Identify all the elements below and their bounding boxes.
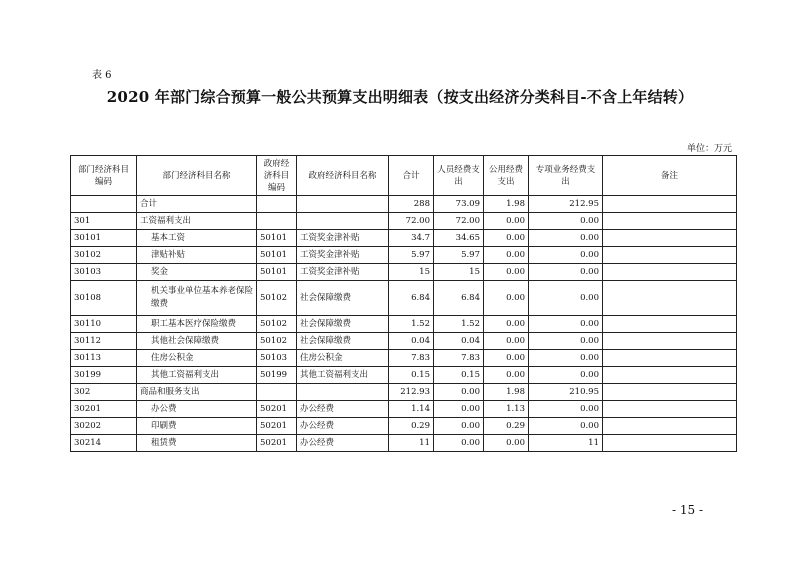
dept-name-cell: 机关事业单位基本养老保险缴费 — [137, 281, 257, 316]
table-row — [71, 247, 737, 264]
dept-name-cell: 住房公积金 — [137, 350, 257, 367]
gov-name-cell: 工资奖金津补贴 — [297, 247, 389, 264]
special-cell: 210.95 — [529, 384, 603, 401]
total-cell: 0.04 — [389, 333, 434, 350]
gov-name-cell — [297, 384, 389, 401]
special-cell: 0.00 — [529, 316, 603, 333]
gov-code-cell: 50103 — [257, 350, 297, 367]
total-cell: 5.97 — [389, 247, 434, 264]
table-row — [71, 213, 737, 230]
public-cell: 0.00 — [484, 264, 529, 281]
table-row — [71, 333, 737, 350]
remarks-cell — [603, 333, 737, 350]
remarks-cell — [603, 196, 737, 213]
dept-code-cell: 30201 — [71, 401, 137, 418]
expenditure-detail-table — [70, 155, 737, 452]
gov-code-cell: 50201 — [257, 418, 297, 435]
unit-label: 单位：万元 — [686, 144, 732, 154]
personnel-cell: 5.97 — [434, 247, 484, 264]
table-row — [71, 264, 737, 281]
remarks-cell — [603, 316, 737, 333]
remarks-cell — [603, 350, 737, 367]
gov-name-cell: 社会保障缴费 — [297, 316, 389, 333]
dept-name-cell: 其他社会保障缴费 — [137, 333, 257, 350]
total-cell: 72.00 — [389, 213, 434, 230]
remarks-cell — [603, 384, 737, 401]
dept-name-cell: 其他工资福利支出 — [137, 367, 257, 384]
gov-name-cell: 办公经费 — [297, 435, 389, 452]
dept-code-cell: 302 — [71, 384, 137, 401]
special-cell: 0.00 — [529, 401, 603, 418]
header-dept-code: 部门经济科目编码 — [71, 156, 137, 196]
dept-code-cell: 30101 — [71, 230, 137, 247]
gov-code-cell: 50101 — [257, 247, 297, 264]
dept-code-cell: 30112 — [71, 333, 137, 350]
total-cell: 288 — [389, 196, 434, 213]
total-cell: 0.29 — [389, 418, 434, 435]
header-gov-name: 政府经济科目名称 — [297, 156, 389, 196]
remarks-cell — [603, 281, 737, 316]
personnel-cell: 0.00 — [434, 384, 484, 401]
gov-name-cell: 办公经费 — [297, 418, 389, 435]
document-title: 2020 年部门综合预算一般公共预算支出明细表（按支出经济分类科目-不含上年结转） — [106, 88, 694, 106]
remarks-cell — [603, 247, 737, 264]
table-header-row — [71, 156, 737, 196]
gov-name-cell: 其他工资福利支出 — [297, 367, 389, 384]
table-row — [71, 401, 737, 418]
personnel-cell: 1.52 — [434, 316, 484, 333]
public-cell: 1.13 — [484, 401, 529, 418]
personnel-cell: 6.84 — [434, 281, 484, 316]
personnel-cell: 34.65 — [434, 230, 484, 247]
public-cell: 0.00 — [484, 333, 529, 350]
table-row — [71, 367, 737, 384]
dept-code-cell: 30113 — [71, 350, 137, 367]
header-remarks: 备注 — [603, 156, 737, 196]
gov-code-cell — [257, 213, 297, 230]
table-label: 表 6 — [92, 70, 112, 81]
page-number: - 15 - — [672, 503, 704, 517]
special-cell: 0.00 — [529, 333, 603, 350]
remarks-cell — [603, 230, 737, 247]
total-cell: 212.93 — [389, 384, 434, 401]
dept-code-cell: 30214 — [71, 435, 137, 452]
table-row — [71, 418, 737, 435]
special-cell: 0.00 — [529, 350, 603, 367]
gov-code-cell: 50201 — [257, 435, 297, 452]
header-gov-code: 政府经济科目编码 — [257, 156, 297, 196]
special-cell: 0.00 — [529, 418, 603, 435]
gov-code-cell: 50199 — [257, 367, 297, 384]
personnel-cell: 0.15 — [434, 367, 484, 384]
personnel-cell: 0.00 — [434, 401, 484, 418]
gov-name-cell: 工资奖金津补贴 — [297, 264, 389, 281]
gov-code-cell — [257, 196, 297, 213]
dept-code-cell: 30108 — [71, 281, 137, 316]
gov-name-cell: 办公经费 — [297, 401, 389, 418]
gov-code-cell: 50102 — [257, 281, 297, 316]
dept-code-cell: 30102 — [71, 247, 137, 264]
personnel-cell: 72.00 — [434, 213, 484, 230]
special-cell: 0.00 — [529, 230, 603, 247]
header-dept-name: 部门经济科目名称 — [137, 156, 257, 196]
dept-name-cell: 奖金 — [137, 264, 257, 281]
special-cell: 0.00 — [529, 213, 603, 230]
public-cell: 0.00 — [484, 350, 529, 367]
public-cell: 0.00 — [484, 247, 529, 264]
total-cell: 1.14 — [389, 401, 434, 418]
public-cell: 0.00 — [484, 281, 529, 316]
gov-code-cell: 50101 — [257, 264, 297, 281]
dept-name-cell: 印刷费 — [137, 418, 257, 435]
special-cell: 0.00 — [529, 247, 603, 264]
dept-name-cell: 工资福利支出 — [137, 213, 257, 230]
special-cell: 0.00 — [529, 281, 603, 316]
personnel-cell: 0.00 — [434, 418, 484, 435]
remarks-cell — [603, 264, 737, 281]
dept-code-cell: 30110 — [71, 316, 137, 333]
gov-name-cell: 社会保障缴费 — [297, 281, 389, 316]
dept-code-cell: 30199 — [71, 367, 137, 384]
gov-code-cell: 50101 — [257, 230, 297, 247]
special-cell: 11 — [529, 435, 603, 452]
gov-name-cell — [297, 213, 389, 230]
gov-code-cell: 50201 — [257, 401, 297, 418]
dept-name-cell: 职工基本医疗保险缴费 — [137, 316, 257, 333]
dept-name-cell: 办公费 — [137, 401, 257, 418]
total-cell: 1.52 — [389, 316, 434, 333]
table-row — [71, 196, 737, 213]
remarks-cell — [603, 213, 737, 230]
header-personnel: 人员经费支出 — [434, 156, 484, 196]
remarks-cell — [603, 367, 737, 384]
table-row — [71, 350, 737, 367]
dept-name-cell: 合计 — [137, 196, 257, 213]
special-cell: 0.00 — [529, 264, 603, 281]
personnel-cell: 7.83 — [434, 350, 484, 367]
header-public: 公用经费支出 — [484, 156, 529, 196]
total-cell: 15 — [389, 264, 434, 281]
remarks-cell — [603, 435, 737, 452]
dept-code-cell: 30202 — [71, 418, 137, 435]
dept-code-cell: 301 — [71, 213, 137, 230]
dept-name-cell: 基本工资 — [137, 230, 257, 247]
total-cell: 34.7 — [389, 230, 434, 247]
dept-code-cell: 30103 — [71, 264, 137, 281]
table-row — [71, 281, 737, 316]
public-cell: 0.00 — [484, 435, 529, 452]
total-cell: 11 — [389, 435, 434, 452]
gov-code-cell: 50102 — [257, 316, 297, 333]
gov-name-cell — [297, 196, 389, 213]
gov-code-cell: 50102 — [257, 333, 297, 350]
public-cell: 0.00 — [484, 367, 529, 384]
table-row — [71, 316, 737, 333]
public-cell: 0.00 — [484, 230, 529, 247]
public-cell: 1.98 — [484, 384, 529, 401]
dept-code-cell — [71, 196, 137, 213]
header-special: 专项业务经费支出 — [529, 156, 603, 196]
table-row — [71, 435, 737, 452]
gov-name-cell: 社会保障缴费 — [297, 333, 389, 350]
special-cell: 0.00 — [529, 367, 603, 384]
personnel-cell: 73.09 — [434, 196, 484, 213]
personnel-cell: 0.00 — [434, 435, 484, 452]
dept-name-cell: 商品和服务支出 — [137, 384, 257, 401]
personnel-cell: 0.04 — [434, 333, 484, 350]
public-cell: 1.98 — [484, 196, 529, 213]
personnel-cell: 15 — [434, 264, 484, 281]
dept-name-cell: 津贴补贴 — [137, 247, 257, 264]
table-row — [71, 230, 737, 247]
table-row — [71, 384, 737, 401]
gov-name-cell: 工资奖金津补贴 — [297, 230, 389, 247]
public-cell: 0.29 — [484, 418, 529, 435]
special-cell: 212.95 — [529, 196, 603, 213]
total-cell: 0.15 — [389, 367, 434, 384]
remarks-cell — [603, 418, 737, 435]
dept-name-cell: 租赁费 — [137, 435, 257, 452]
public-cell: 0.00 — [484, 213, 529, 230]
total-cell: 7.83 — [389, 350, 434, 367]
public-cell: 0.00 — [484, 316, 529, 333]
total-cell: 6.84 — [389, 281, 434, 316]
header-total: 合计 — [389, 156, 434, 196]
remarks-cell — [603, 401, 737, 418]
gov-code-cell — [257, 384, 297, 401]
gov-name-cell: 住房公积金 — [297, 350, 389, 367]
